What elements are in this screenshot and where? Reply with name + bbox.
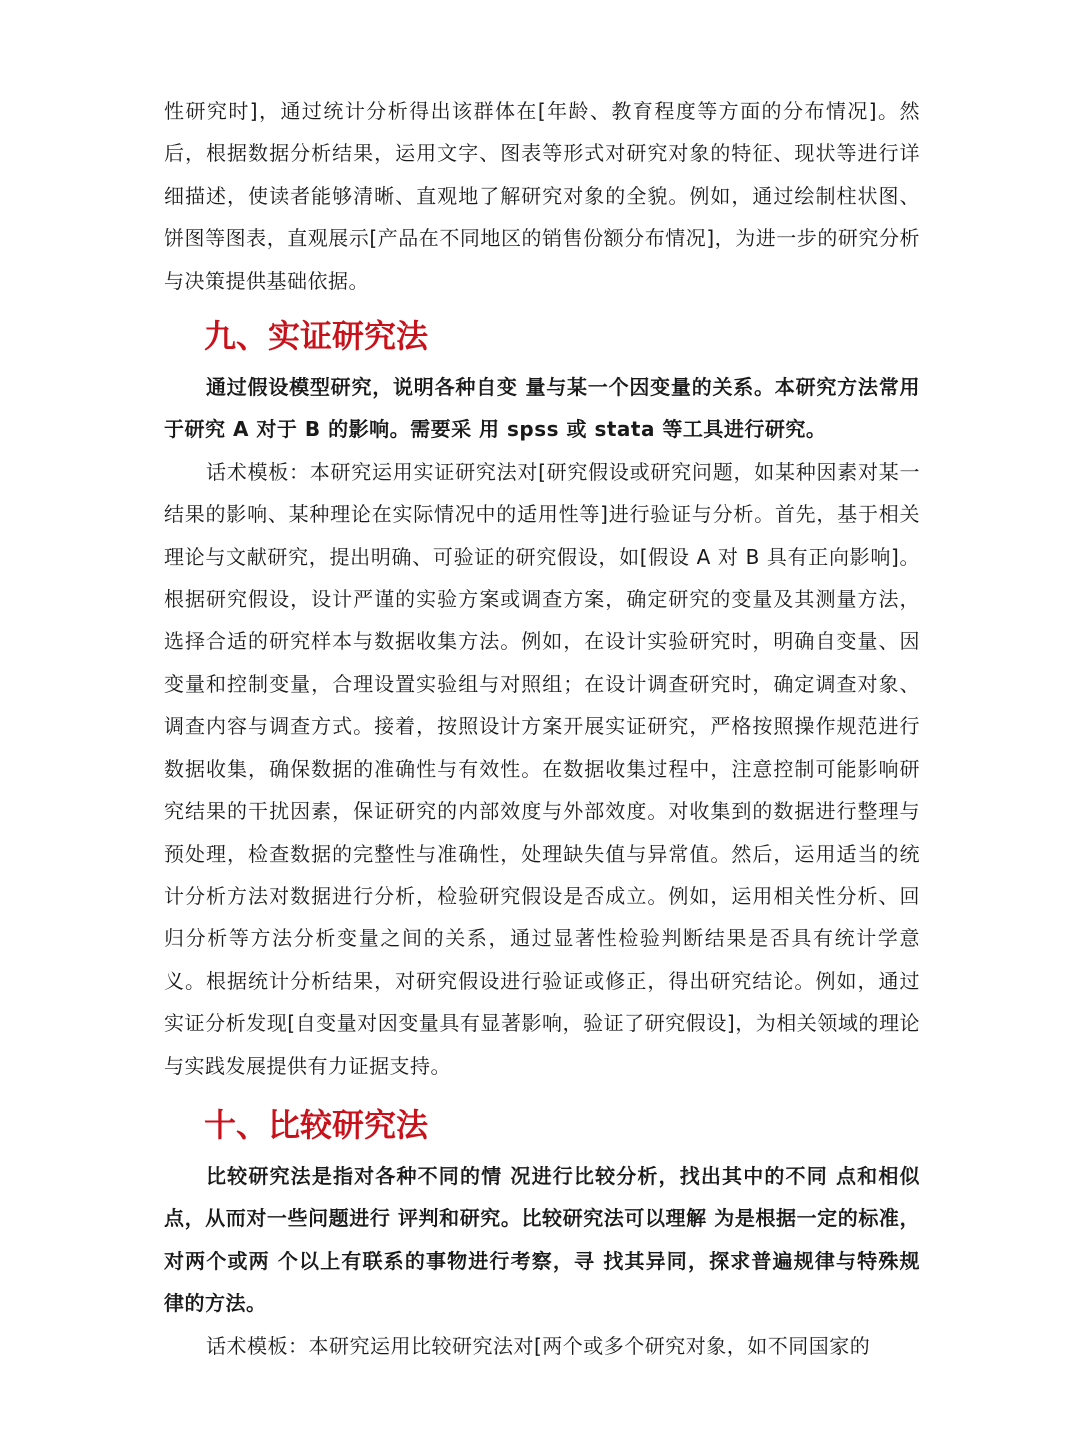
document-page [164,90,920,1367]
section-9-template: 话术模板：本研究运用实证研究法对[研究假设或研究问题，如某种因素对某一结果的影响、某种理论在实际情况中的适用性等]进行验证与分析。首先，基于相关理论与文献研究，提出明确、可验证的研究假设，如[假设 A 对 B 具有正向影响]。根据研究假设，设计严谨的实验方案或调查方案，确定研究的变量及其测量方法，选择合适的研究样本与数据收集方法。例如，在设计实验研究时，明确自变量、因变量和控制变量，合理设置实验组与对照组；在设计调查研究时，确定调查对象、调查内容与调查方式。接着，按照设计方案开展实证研究，严格按照操作规范进行数据收集，确保数据的准确性与有效性。在数据收集过程中，注意控制可能影响研究结果的干扰因素，保证研究的内部效度与外部效度。对收集到的数据进行整理与预处理，检查数据的完整性与准确性，处理缺失值与异常值。然后，运用适当的统计分析方法对数据进行分析，检验研究假设是否成立。例如，运用相关性分析、回归分析等方法分析变量之间的关系，通过显著性检验判断结果是否具有统计学意义。根据统计分析结果，对研究假设进行验证或修正，得出研究结论。例如，通过实证分析发现[自变量对因变量具有显著影响，验证了研究假设]，为相关领域的理论与实践发展提供有力证据支持。 [164,459,920,1078]
section-9-heading: 九、实证研究法 [204,317,429,356]
section-10-heading: 十、比较研究法 [204,1105,429,1144]
section-10-intro: 比较研究法是指对各种不同的情 况进行比较分析，找出其中的不同 点和相似点，从而对一些问题进行 评判和研究。比较研究法可以理解 为是根据一定的标准，对两个或两 个以上有联系的事物进行考察，寻 找其异同，探求普遍规律与特殊规 律的方法。 [164,1163,920,1316]
intro-paragraph: 性研究时]，通过统计分析得出该群体在[年龄、教育程度等方面的分布情况]。然后，根据数据分析结果，运用文字、图表等形式对研究对象的特征、现状等进行详细描述，使读者能够清晰、直观地了解研究对象的全貌。例如，通过绘制柱状图、饼图等图表，直观展示[产品在不同地区的销售份额分布情况]，为进一步的研究分析与决策提供基础依据。 [164,99,920,293]
section-9-intro: 通过假设模型研究，说明各种自变 量与某一个因变量的关系。本研究方法常用于研究 A 对于 B 的影响。需要采 用 spss 或 stata 等工具进行研究。 [164,375,920,442]
section-10-template: 话术模板：本研究运用比较研究法对[两个或多个研究对象，如不同国家的 [206,1333,871,1358]
